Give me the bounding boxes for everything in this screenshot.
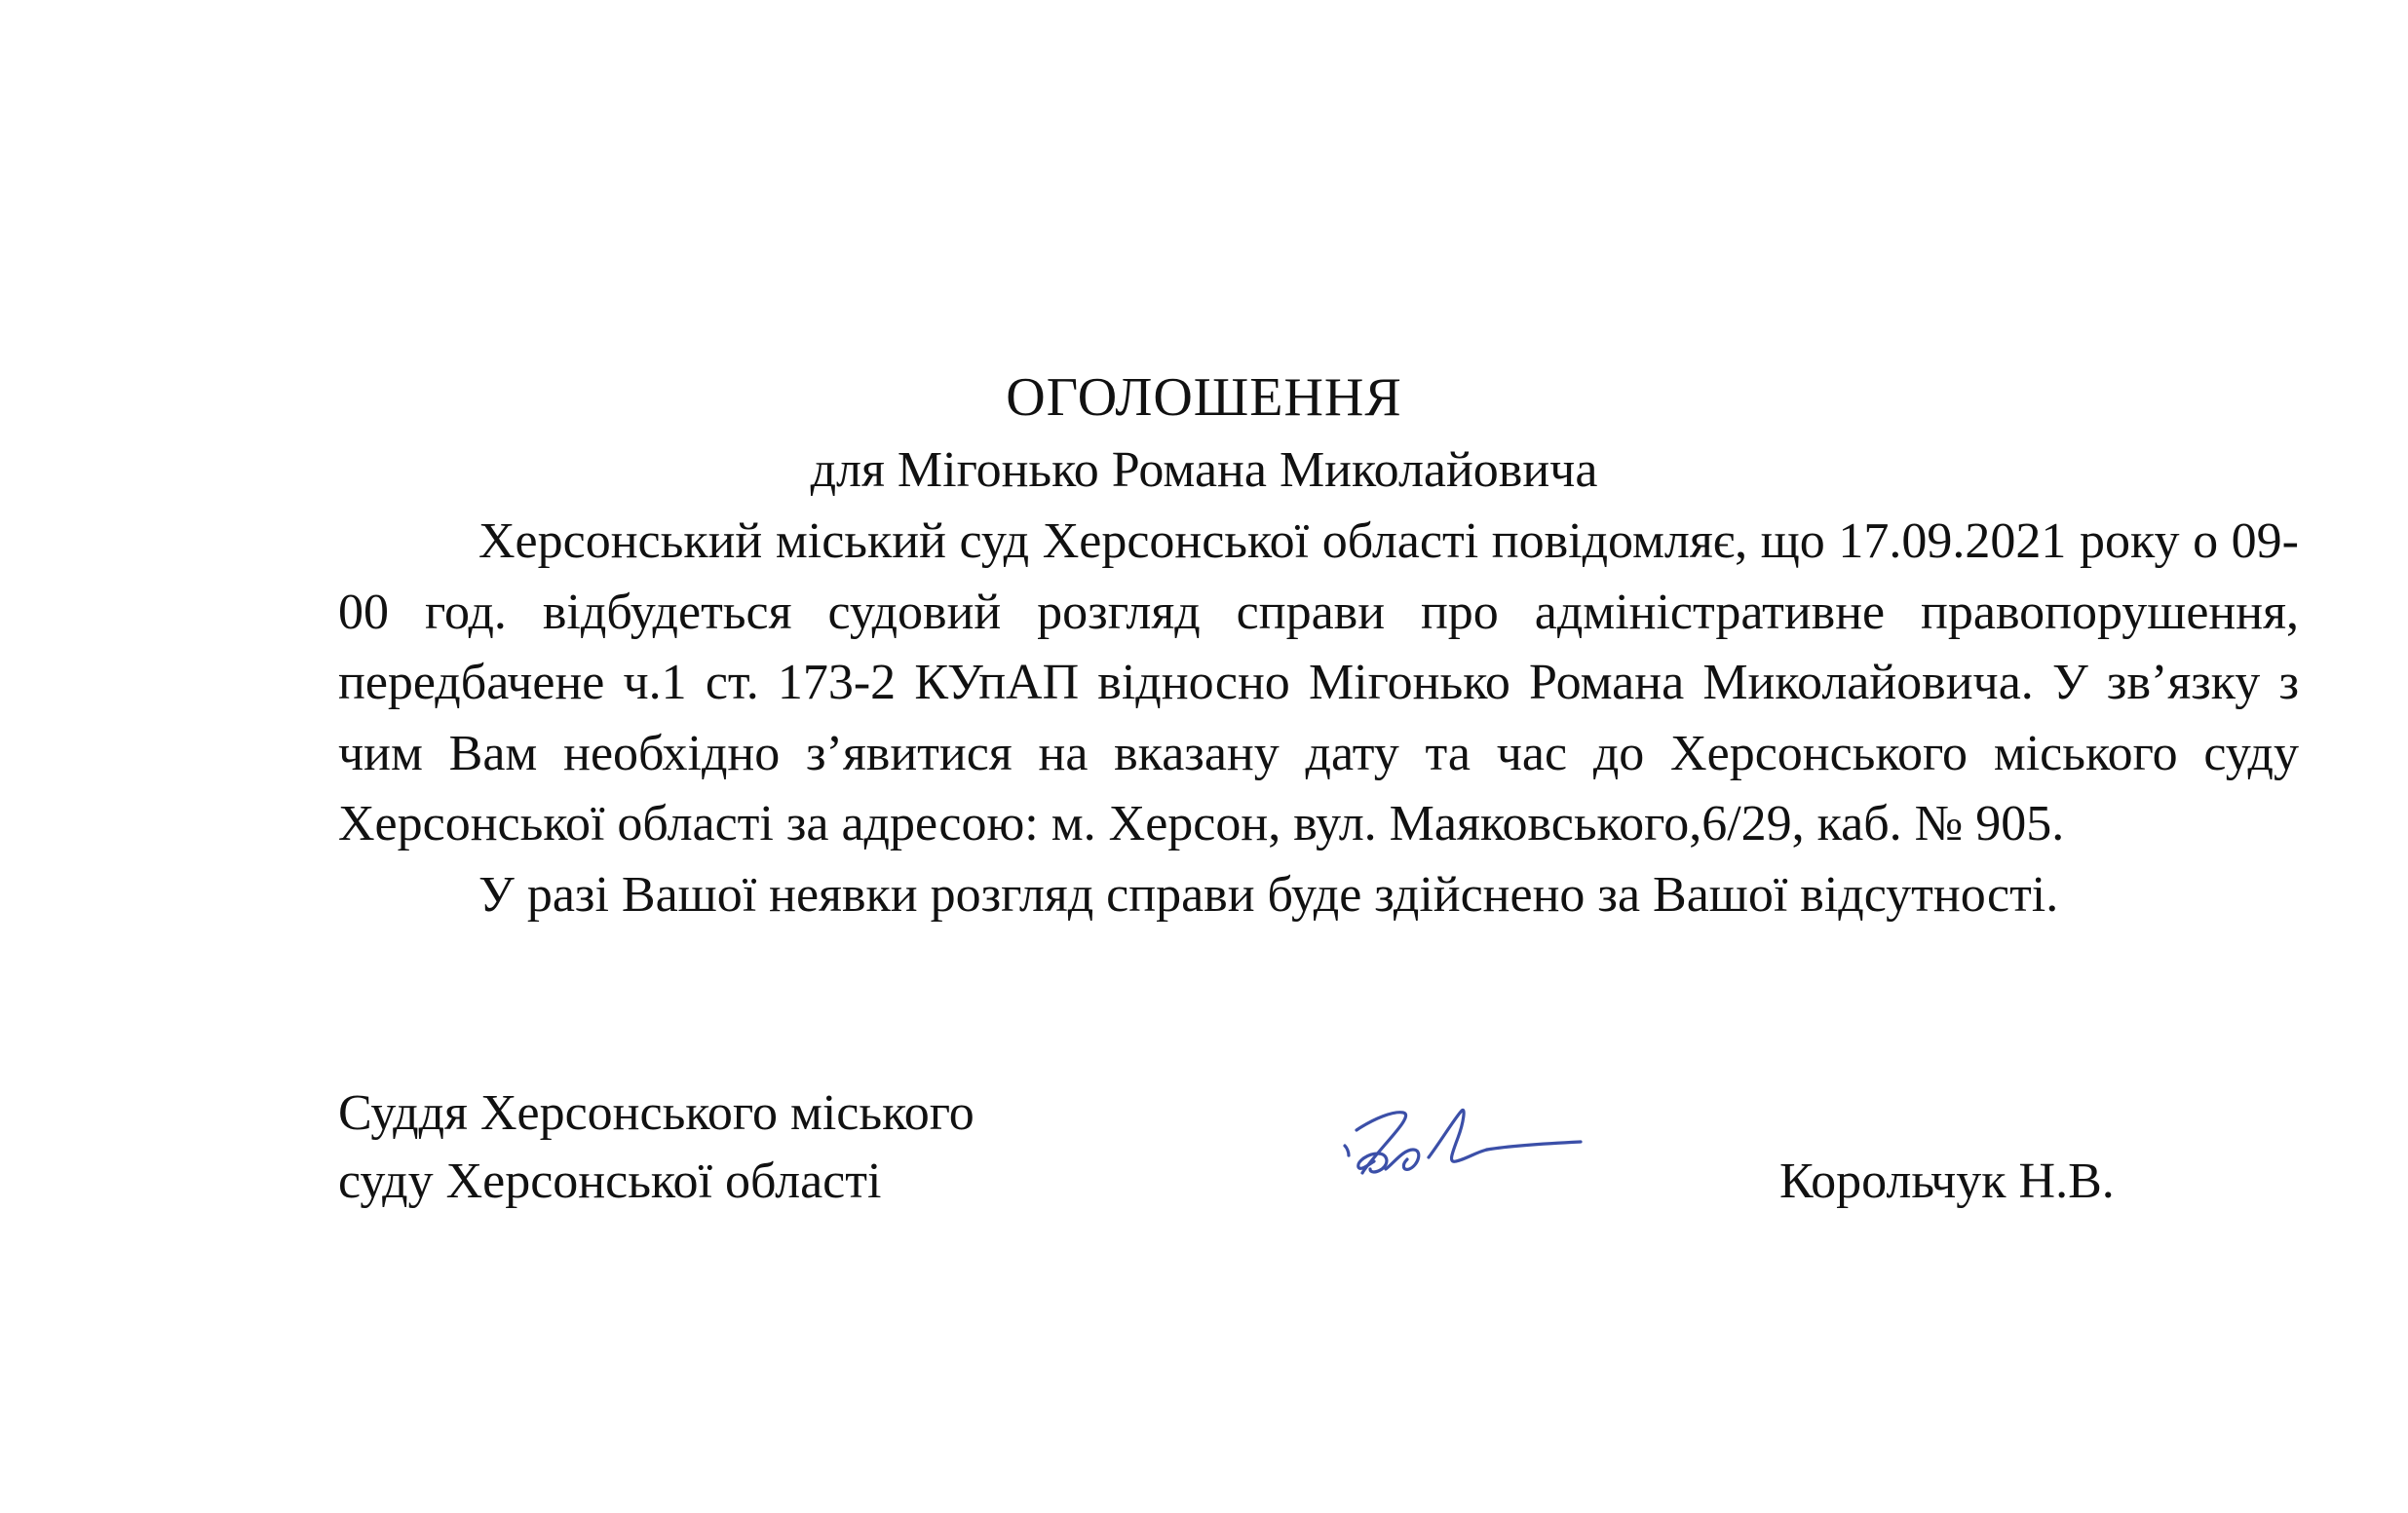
document-subtitle: для Мігонько Романа Миколайовича bbox=[810, 442, 1598, 498]
document-body bbox=[338, 507, 2299, 930]
body-paragraph-absence: У разі Вашої неявки розгляд справи буде здійснено за Вашої відсутності. bbox=[478, 866, 2059, 923]
handwritten-signature-icon bbox=[1335, 1089, 1588, 1196]
document-title: ОГОЛОШЕННЯ bbox=[1006, 367, 1402, 428]
signature-block bbox=[338, 1079, 975, 1216]
judge-name: Корольчук Н.В. bbox=[1779, 1154, 2115, 1209]
judge-position-line-1: Суддя Херсонського міського bbox=[338, 1085, 975, 1141]
body-paragraph-notice: Херсонський міський суд Херсонської області повідомляє, що 17.09.2021 року о 09-00 год. відбудеться судовий розгляд справи про адміністративне правопорушення, передбачене ч.1 ст. 173-2 КУпАП відносно Мігонько Романа Миколайовича. У зв’язку з чим Вам необхідно з’явитися на вказану дату та час до Херсонського міського суду Херсонської області за адресою: м. Херсон, вул. Маяковського,6/29, каб. № 905. bbox=[338, 513, 2299, 851]
judge-position-line-2: суду Херсонської області bbox=[338, 1154, 882, 1209]
